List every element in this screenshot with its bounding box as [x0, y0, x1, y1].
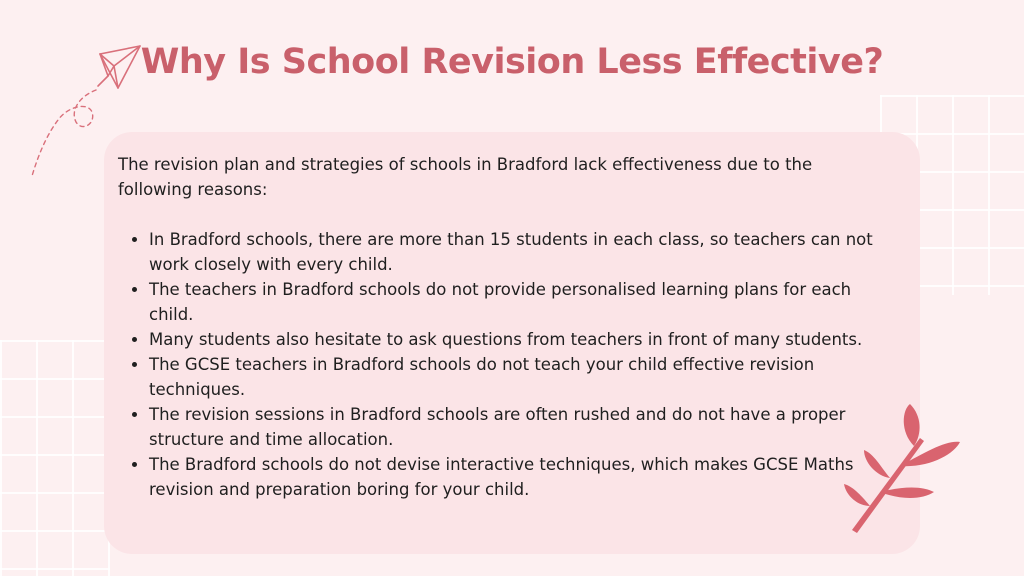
content-body [118, 152, 888, 502]
page-title: Why Is School Revision Less Effective? [140, 42, 884, 82]
reason-item: • The teachers in Bradford schools do not provide personalised learning plans for each child. [149, 277, 888, 327]
reason-item: • The GCSE teachers in Bradford schools do not teach your child effective revision techniques. [149, 352, 888, 402]
reason-item: • In Bradford schools, there are more than 15 students in each class, so teachers can not work closely with every child. [149, 227, 888, 277]
reason-item: • The revision sessions in Bradford schools are often rushed and do not have a proper structure and time allocation. [149, 402, 888, 452]
reason-item: • Many students also hesitate to ask questions from teachers in front of many students. [149, 327, 888, 352]
reasons-list [118, 227, 888, 502]
reason-item: • The Bradford schools do not devise interactive techniques, which makes GCSE Maths revision and preparation boring for your child. [149, 452, 888, 502]
decorative-grid-left [0, 340, 110, 576]
intro-text: The revision plan and strategies of schools in Bradford lack effectiveness due to the following reasons: [118, 155, 813, 199]
leaf-sprig-icon [830, 400, 970, 550]
